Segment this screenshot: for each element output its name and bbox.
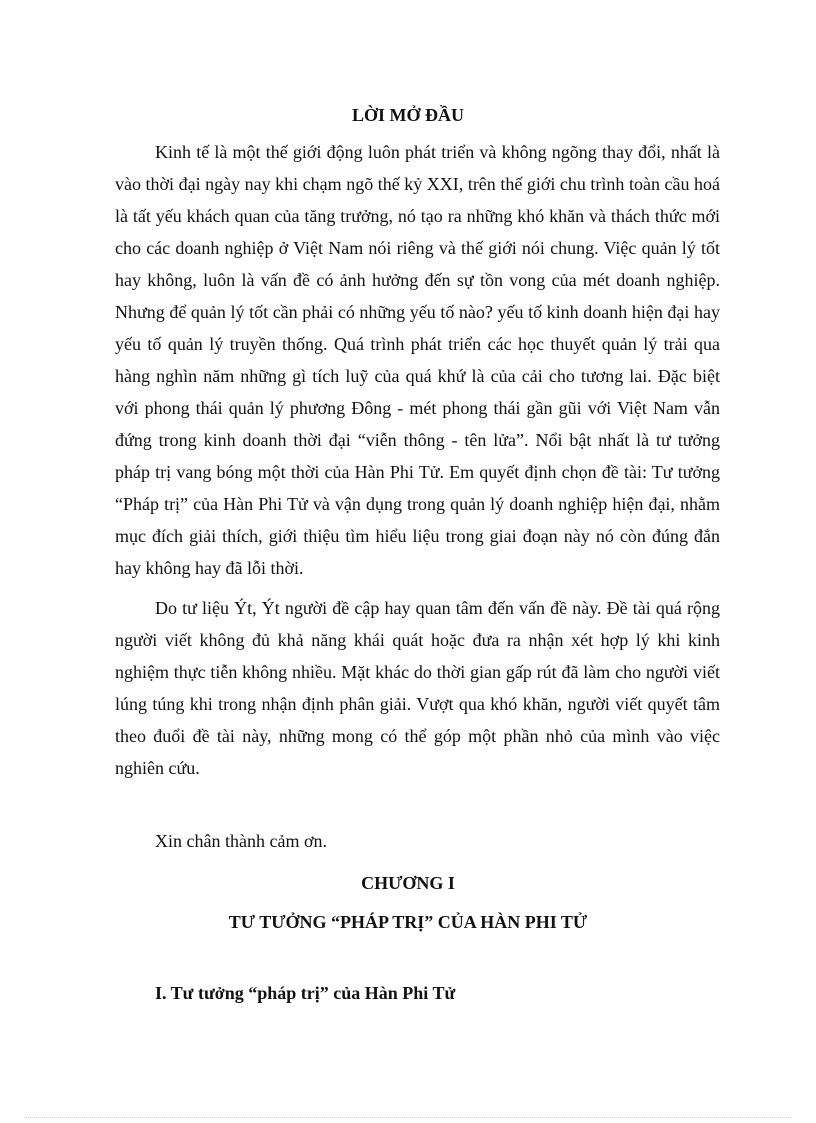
chapter-title: TƯ TƯỞNG “PHÁP TRỊ” CỦA HÀN PHI TỬ (228, 912, 588, 932)
section-heading: I. Tư tưởng “pháp trị” của Hàn Phi Tử (155, 983, 456, 1003)
intro-body (115, 136, 720, 784)
page-bottom-divider (25, 1117, 791, 1118)
intro-paragraph-1: Kinh tế là một thế giới động luôn phát triển và không ngõng thay đổi, nhất là vào thời đại ngày nay khi chạm ngõ thế kỷ XXI, trên thế giới chu trình toàn cầu hoá là tất yếu khách quan của tăng trưởng, nó tạo ra những khó khăn và thách thức mới cho các doanh nghiệp ở Việt Nam nói riêng và thế giới nói chung. Việc quản lý tốt hay không, luôn là vấn đề có ảnh hưởng đến sự tồn vong của mét doanh nghiệp. Nhưng để quản lý tốt cần phải có những yếu tố nào? yếu tố kinh doanh hiện đại hay yếu tố quản lý truyền thống. Quá trình phát triển các học thuyết quản lý trải qua hàng nghìn năm những gì tích luỹ của quá khứ là của cải cho tương lai. Đặc biệt với phong thái quản lý phương Đông - mét phong thái gần gũi với Việt Nam vẫn đứng trong kinh doanh thời đại “viễn thông - tên lửa”. Nổi bật nhất là tư tưởng pháp trị vang bóng một thời của Hàn Phi Tử. Em quyết định chọn đề tài: Tư tưởng “Pháp trị” của Hàn Phi Tử và vận dụng trong quản lý doanh nghiệp hiện đại, nhằm mục đích giải thích, giới thiệu tìm hiểu liệu trong giai đoạn này nó còn đúng đắn hay không hay đã lỗi thời. (115, 142, 720, 578)
intro-paragraph-2: Do tư liệu Ýt, Ýt người đề cập hay quan tâm đến vấn đề này. Đề tài quá rộng người viết không đủ khả năng khái quát hoặc đưa ra nhận xét hợp lý khi kinh nghiệm thực tiễn không nhiều. Mặt khác do thời gian gấp rút đã làm cho người viết lúng túng khi trong nhận định phân giải. Vượt qua khó khăn, người viết quyết tâm theo đuổi đề tài này, những mong có thể góp một phần nhỏ của mình vào việc nghiên cứu. (115, 598, 720, 778)
chapter-label: CHƯƠNG I (361, 873, 455, 893)
intro-title: LỜI MỞ ĐẦU (352, 105, 464, 125)
thanks-line: Xin chân thành cảm ơn. (155, 831, 327, 851)
